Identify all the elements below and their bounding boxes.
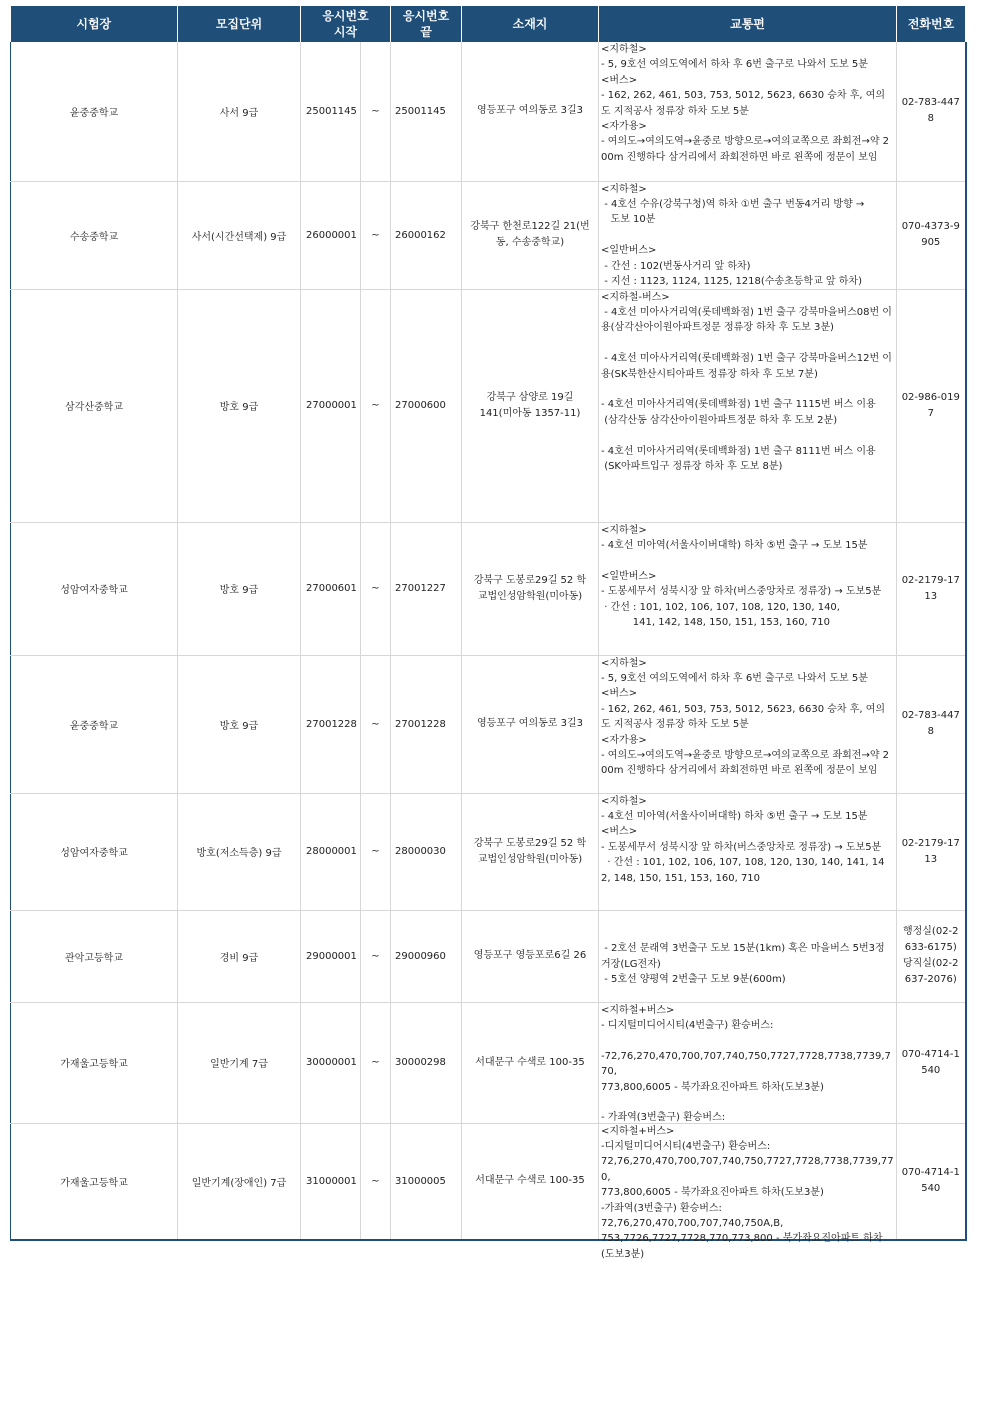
address-cell: 강북구 삼양로 19길 141(미아동 1357-11): [462, 289, 599, 522]
transit-cell: [599, 655, 897, 793]
transit-text: <지하철> - 4호선 미아역(서울사이버대학) 하차 ⑤번 출구 → 도보 15분 <버스> - 도봉세무서 성북시장 앞 하차(버스중앙차로 정류장) → 도보5분 · 간선 : 101, 102, 106, 107, 108, 120, 130, 140, 141, 142, 148, 150, 151, 153, 160, 710: [601, 795, 885, 884]
venue-cell: 관악고등학교: [11, 910, 178, 1002]
num-start-cell: 27000601: [301, 522, 361, 655]
table-row: [11, 181, 966, 289]
range-separator: ~: [361, 1123, 391, 1240]
num-end-cell: 31000005: [391, 1123, 462, 1240]
range-separator: ~: [361, 793, 391, 910]
transit-cell: [599, 289, 897, 522]
unit-cell: 방호 9급: [178, 655, 301, 793]
header-num-end: 응시번호 끝: [391, 6, 462, 42]
num-start-cell: 27000001: [301, 289, 361, 522]
venue-cell: 성암여자중학교: [11, 793, 178, 910]
unit-cell: 일반기계(장애인) 7급: [178, 1123, 301, 1240]
address-cell: 강북구 도봉로29길 52 학교법인성암학원(미아동): [462, 522, 599, 655]
transit-text: <지하철-버스> - 4호선 미아사거리역(롯데백화점) 1번 출구 강북마을버스08번 이용(삼각산아이원아파트정문 정류장 하차 후 도보 3분) - 4호선 미아사거리역(롯데백화점) 1번 출구 강북마을버스12번 이용(SK북한산시티아파트 정류장 하차 후 도보 7분) - 4호선 미아사거리역(롯데백화점) 1번 출구 1115번 버스 이용 (삼각산동 삼각산아이원아파트정문 하차 후 도보 2분) - 4호선 미아사거리역(롯데백화점) 1번 출구 8111번 버스 이용 (SK아파트입구 정류장 하차 후 도보 8분): [601, 291, 892, 472]
table-row: [11, 522, 966, 655]
unit-cell: 방호(저소득층) 9급: [178, 793, 301, 910]
unit-cell: 일반기계 7급: [178, 1002, 301, 1123]
transit-text: - 2호선 문래역 3번출구 도보 15분(1km) 혹은 마을버스 5번3정거장(LG전자) - 5호선 양평역 2번출구 도보 9분(600m): [601, 943, 885, 986]
venue-cell: 성암여자중학교: [11, 522, 178, 655]
unit-cell: 경비 9급: [178, 910, 301, 1002]
header-venue: 시험장: [11, 6, 178, 42]
table-row: [11, 910, 966, 1002]
address-cell: 서대문구 수색로 100-35: [462, 1002, 599, 1123]
phone-cell: 070-4373-9905: [897, 181, 966, 289]
unit-cell: 사서(시간선택제) 9급: [178, 181, 301, 289]
unit-cell: 사서 9급: [178, 42, 301, 181]
num-start-cell: 31000001: [301, 1123, 361, 1240]
num-end-cell: 27000600: [391, 289, 462, 522]
range-separator: ~: [361, 42, 391, 181]
range-separator: ~: [361, 910, 391, 1002]
num-end-cell: 29000960: [391, 910, 462, 1002]
range-separator: ~: [361, 1002, 391, 1123]
phone-cell: 02-783-4478: [897, 42, 966, 181]
venue-cell: 가재울고등학교: [11, 1002, 178, 1123]
transit-cell: [599, 181, 897, 289]
num-end-cell: 30000298: [391, 1002, 462, 1123]
table-row: [11, 289, 966, 522]
address-cell: 서대문구 수색로 100-35: [462, 1123, 599, 1240]
num-start-cell: 25001145: [301, 42, 361, 181]
phone-cell: 행정실(02-2633-6175)당직실(02-2637-2076): [897, 910, 966, 1002]
transit-cell: [599, 522, 897, 655]
transit-cell: [599, 1002, 897, 1123]
venue-cell: 윤중중학교: [11, 655, 178, 793]
transit-text: <지하철> - 5, 9호선 여의도역에서 하차 후 6번 출구로 나와서 도보 5분 <버스> - 162, 262, 461, 503, 753, 5012, 5623, 6630 승차 후, 여의도 지적공사 정류장 하차 도보 5분 <자가용> - 여의도→여의도역→윤중로 방향으로→여의교쪽으로 좌회전→약 200m 진행하다 삼거리에서 좌회전하면 바로 왼쪽에 정문이 보임: [601, 657, 890, 777]
header-num-start: 응시번호 시작: [301, 6, 391, 42]
phone-cell: 02-2179-1713: [897, 522, 966, 655]
address-cell: 영등포구 여의동로 3길3: [462, 42, 599, 181]
table-row: [11, 655, 966, 793]
transit-text: <지하철> - 4호선 미아역(서울사이버대학) 하차 ⑤번 출구 → 도보 15분 <일반버스> - 도봉세무서 성북시장 앞 하차(버스중앙차로 정류장) → 도보5분 · 간선 : 101, 102, 106, 107, 108, 120, 130, 140, 141, 142, 148, 150, 151, 153, 160, 710: [601, 524, 882, 628]
venue-cell: 윤중중학교: [11, 42, 178, 181]
transit-cell: [599, 42, 897, 181]
header-address: 소재지: [462, 6, 599, 42]
num-start-cell: 28000001: [301, 793, 361, 910]
range-separator: ~: [361, 181, 391, 289]
venue-cell: 수송중학교: [11, 181, 178, 289]
transit-text: <지하철> - 5, 9호선 여의도역에서 하차 후 6번 출구로 나와서 도보 5분 <버스> - 162, 262, 461, 503, 753, 5012, 5623, 6630 승차 후, 여의도 지적공사 정류장 하차 도보 5분 <자가용> - 여의도→여의도역→윤중로 방향으로→여의교쪽으로 좌회전→약 200m 진행하다 삼거리에서 좌회전하면 바로 왼쪽에 정문이 보임: [601, 44, 890, 163]
num-end-cell: 27001228: [391, 655, 462, 793]
phone-cell: 02-783-4478: [897, 655, 966, 793]
address-cell: 영등포구 영등포로6길 26: [462, 910, 599, 1002]
range-separator: ~: [361, 289, 391, 522]
num-end-cell: 28000030: [391, 793, 462, 910]
unit-cell: 방호 9급: [178, 289, 301, 522]
table-row: [11, 1002, 966, 1123]
num-end-cell: 26000162: [391, 181, 462, 289]
address-cell: 영등포구 여의동로 3길3: [462, 655, 599, 793]
phone-cell: 070-4714-1540: [897, 1123, 966, 1240]
unit-cell: 방호 9급: [178, 522, 301, 655]
transit-text: <지하철+버스> - 디지털미디어시티(4번출구) 환승버스: -72,76,270,470,700,707,740,750,7727,7728,7738,7739,770, 773,800,6005 - 북가좌요진아파트 하차(도보3분) - 가좌역(3번출구) 환승버스:: [601, 1004, 891, 1124]
num-end-cell: 25001145: [391, 42, 462, 181]
header-phone: 전화번호: [897, 6, 966, 42]
num-end-cell: 27001227: [391, 522, 462, 655]
transit-cell: [599, 793, 897, 910]
range-separator: ~: [361, 522, 391, 655]
range-separator: ~: [361, 655, 391, 793]
table-row: [11, 1123, 966, 1240]
num-start-cell: 27001228: [301, 655, 361, 793]
venue-cell: 가재울고등학교: [11, 1123, 178, 1240]
address-cell: 강북구 한천로122길 21(번동, 수송중학교): [462, 181, 599, 289]
phone-cell: 02-2179-1713: [897, 793, 966, 910]
transit-cell: [599, 1123, 897, 1260]
venue-cell: 삼각산중학교: [11, 289, 178, 522]
transit-text: <지하철+버스> -디지털미디어시티(4번출구) 환승버스: 72,76,270,470,700,707,740,750,7727,7728,7738,7739,770, 773,800,6005 - 북가좌요진아파트 하차(도보3분) -가좌역(3번출구) 환승버스: 72,76,270,470,700,707,740,750A,B, 753,7726,7727,7728,770,773,800 - 북가좌요진아파트 하차 (도보3분): [601, 1125, 894, 1260]
num-start-cell: 29000001: [301, 910, 361, 1002]
table-row: [11, 793, 966, 910]
exam-venue-table: [10, 6, 967, 1260]
header-row: [11, 6, 966, 42]
transit-cell: [599, 910, 897, 1002]
phone-cell: 02-986-0197: [897, 289, 966, 522]
transit-text: <지하철> - 4호선 수유(강북구청)역 하차 ①번 출구 번동4거리 방향 → 도보 10분 <일반버스> - 간선 : 102(번동사거리 앞 하차) - 지선 : 1123, 1124, 1125, 1218(수송초등학교 앞 하차): [601, 183, 865, 287]
address-cell: 강북구 도봉로29길 52 학교법인성암학원(미아동): [462, 793, 599, 910]
table-row: [11, 42, 966, 181]
num-start-cell: 30000001: [301, 1002, 361, 1123]
header-transit: 교통편: [599, 6, 897, 42]
header-unit: 모집단위: [178, 6, 301, 42]
phone-cell: 070-4714-1540: [897, 1002, 966, 1123]
num-start-cell: 26000001: [301, 181, 361, 289]
